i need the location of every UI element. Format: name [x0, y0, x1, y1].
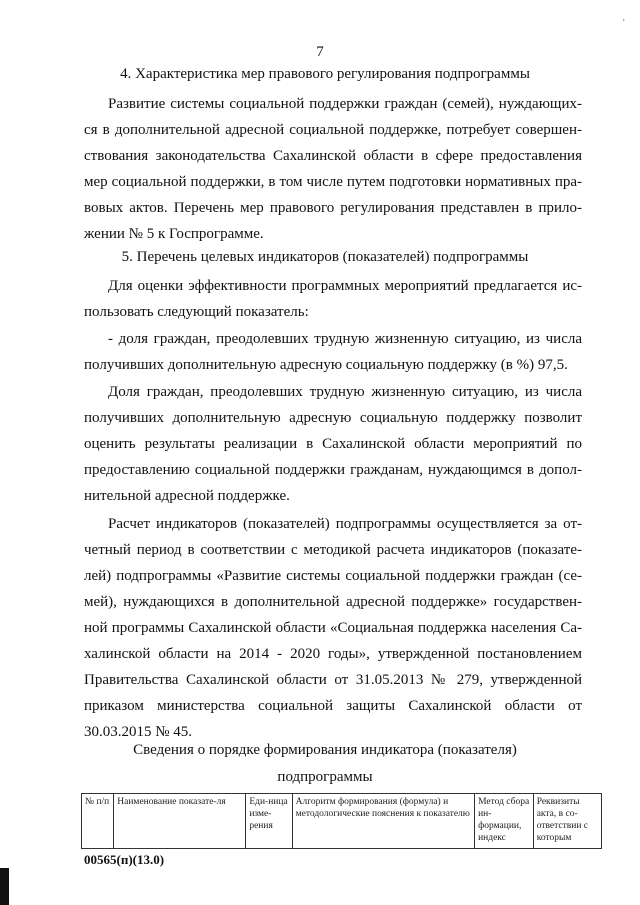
paragraph-line: Доля граждан, преодолевших трудную жизненную ситуацию, из числа: [108, 384, 582, 400]
paragraph-line: 30.03.2015 № 45.: [84, 724, 193, 740]
paragraph-line: Развитие системы социальной поддержки граждан (семей), нуждающих-: [108, 96, 582, 112]
table-title: Сведения о порядке формирования индикатора (показателя): [133, 742, 517, 758]
table-header-cell: Реквизиты акта, в со-ответствии с которым: [533, 794, 601, 849]
paragraph-line: предоставлению социальной поддержки гражданам, нуждающимся в допол-: [84, 462, 582, 478]
paragraph-line: мер социальной поддержки, в том числе путем подготовки нормативных пра-: [84, 174, 582, 190]
scan-edge-mark: [0, 868, 9, 905]
paragraph-line: нительной адресной поддержке.: [84, 488, 290, 504]
table-header-cell: Наименование показате-ля: [114, 794, 246, 849]
paragraph-line: мей), нуждающихся в дополнительной адресной поддержке» государствен-: [84, 594, 582, 610]
table-header-row: [82, 794, 602, 849]
table-header-cell: Алгоритм формирования (формула) и методологические пояснения к показателю: [292, 794, 474, 849]
table-header-cell: № п/п: [82, 794, 114, 849]
paragraph-line: Расчет индикаторов (показателей) подпрограммы осуществляется за от-: [108, 516, 582, 532]
table-subtitle: подпрограммы: [277, 769, 373, 785]
section-5-heading: 5. Перечень целевых индикаторов (показателей) подпрограммы: [121, 249, 529, 265]
section-4-heading: 4. Характеристика мер правового регулирования подпрограммы: [120, 66, 530, 82]
paragraph-line: халинской области на 2014 - 2020 годы», утвержденной постановлением: [84, 646, 582, 662]
paragraph-line: оценить результаты реализации в Сахалинской области мероприятий по: [84, 436, 582, 452]
paragraph-line: Для оценки эффективности программных мероприятий предлагается ис-: [108, 278, 582, 294]
paragraph-line: приказом министерства социальной защиты Сахалинской области от: [84, 698, 582, 714]
paragraph-line: жении № 5 к Госпрограмме.: [84, 226, 264, 242]
paragraph-line: четный период в соответствии с методикой расчета индикаторов (показате-: [84, 542, 582, 558]
paragraph-line: ствования законодательства Сахалинской области в сфере предоставления: [84, 148, 582, 164]
page-number: 7: [316, 44, 324, 60]
paragraph-line: Правительства Сахалинской области от 31.05.2013 № 279, утвержденной: [84, 672, 582, 688]
list-item-line: - доля граждан, преодолевших трудную жизненную ситуацию, из числа: [108, 331, 582, 347]
footer-code: 00565(п)(13.0): [84, 852, 165, 867]
paragraph-line: ся в дополнительной адресной социальной поддержке, потребует совершен-: [84, 122, 582, 138]
paragraph-line: получивших дополнительную адресную социальную поддержку позволит: [84, 410, 582, 426]
paragraph-line: ной программы Сахалинской области «Социальная поддержка населения Са-: [84, 620, 582, 636]
list-item-line: получивших дополнительную адресную социальную поддержку (в %) 97,5.: [84, 357, 568, 373]
table-header-cell: Еди-ница изме-рения: [246, 794, 292, 849]
paragraph-line: пользовать следующий показатель:: [84, 304, 309, 320]
indicator-table: [81, 793, 602, 849]
table-header-cell: Метод сбора ин-формации, индекс: [475, 794, 534, 849]
paragraph-line: лей) подпрограммы «Развитие системы социальной поддержки граждан (се-: [84, 568, 582, 584]
corner-mark: ʼ: [622, 18, 626, 29]
paragraph-line: вовых актов. Перечень мер правового регулирования представлен в прило-: [84, 200, 582, 216]
